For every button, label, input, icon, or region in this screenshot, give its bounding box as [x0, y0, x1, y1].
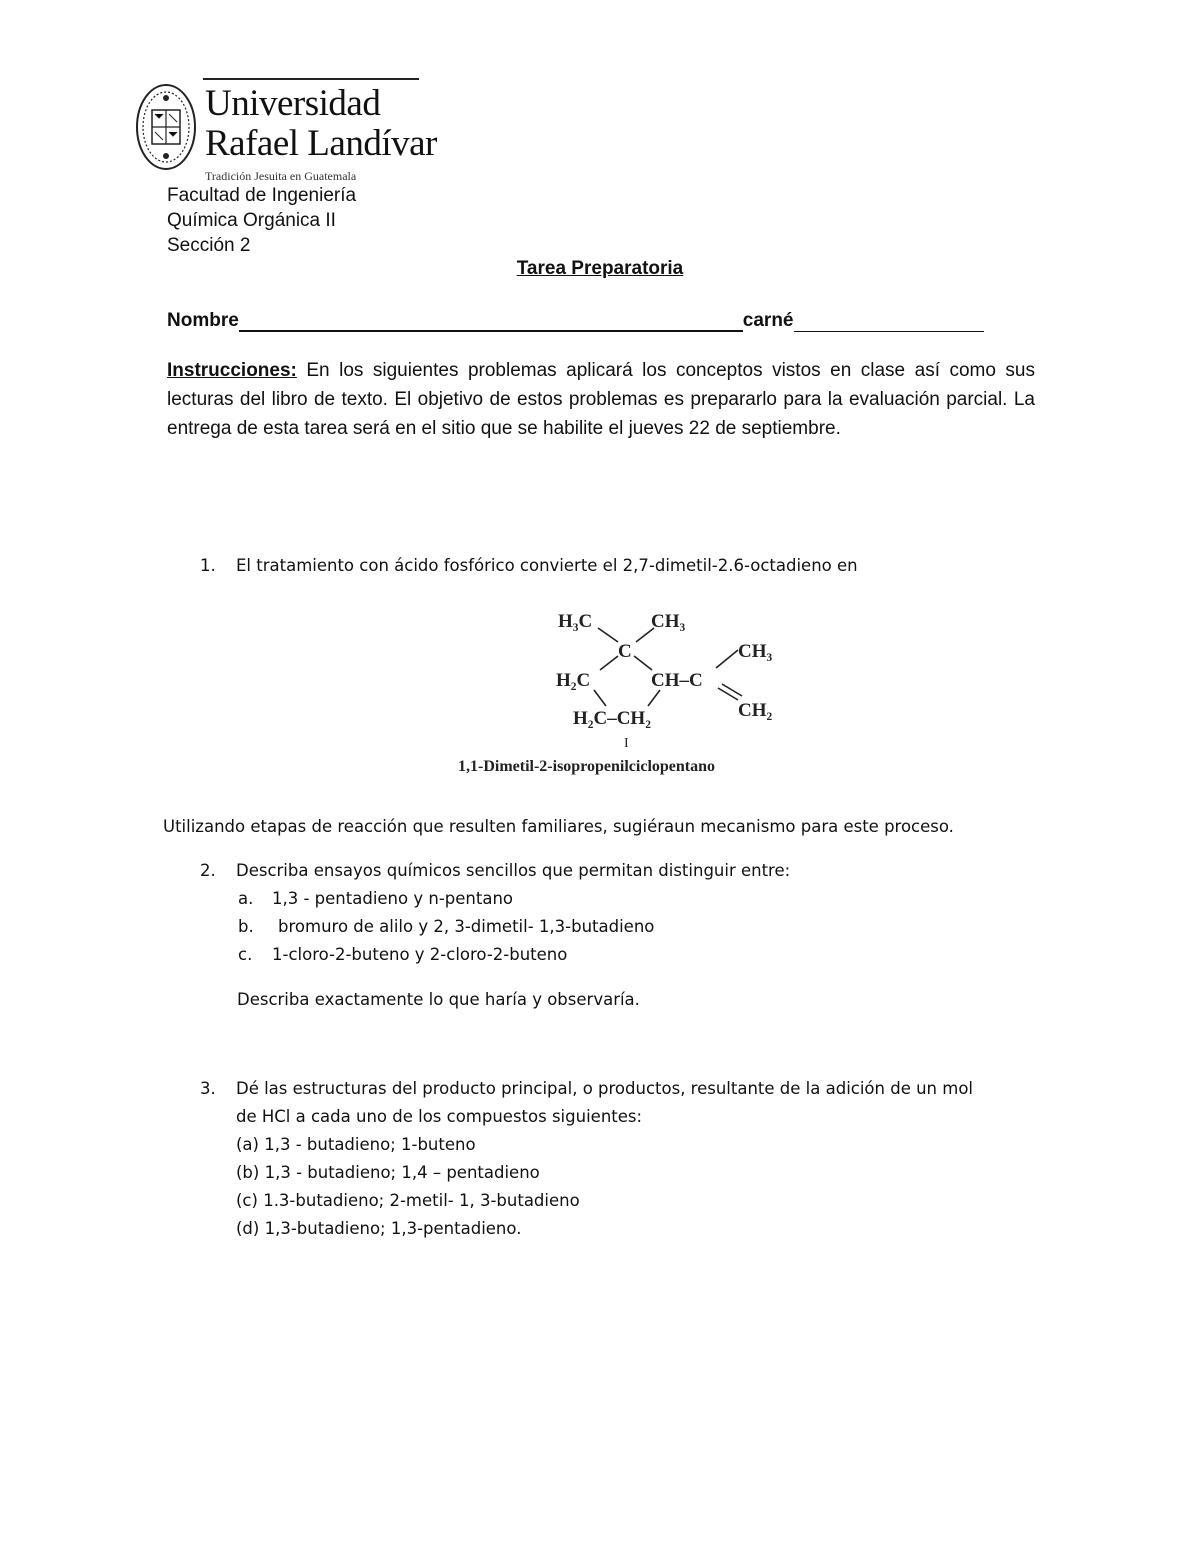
course-name: Química Orgánica II [167, 210, 336, 231]
compound-numeral: I [624, 736, 629, 751]
item-letter: c. [238, 945, 253, 964]
label-h2c-ch2: H₂C–CH₂ [573, 708, 651, 729]
item-letter: a. [238, 889, 254, 908]
question-1-text: El tratamiento con ácido fosfórico convierte el 2,7-dimetil-2.6-octadieno en [236, 556, 858, 575]
faculty-name: Facultad de Ingeniería [167, 185, 357, 206]
name-label: Nombre [167, 310, 239, 331]
question-1-number: 1. [200, 556, 216, 575]
question-3-item-d: (d) 1,3-butadieno; 1,3-pentadieno. [236, 1219, 522, 1238]
logo-rule [203, 78, 419, 80]
question-3-text-line2: de HCl a cada uno de los compuestos siguientes: [236, 1107, 643, 1126]
label-ch2-right: CH₂ [738, 700, 773, 721]
name-blank-line [239, 312, 743, 332]
instructions-text: En los siguientes problemas aplicará los conceptos vistos en clase así como sus lecturas del libro de texto. El objetivo de estos problemas es prepararlo para la evaluación parcial. La entrega de esta tarea será en el sitio que se habilite el jueves 22 de septiembre. [167, 360, 1035, 439]
question-2-item-c [0, 941, 1200, 971]
label-ch-c: CH–C [651, 670, 703, 691]
question-3-text-line1: Dé las estructuras del producto principal, o productos, resultante de la adición de un mol [236, 1079, 974, 1098]
label-c-center: C [618, 641, 632, 662]
university-seal-icon [135, 82, 197, 172]
question-3 [0, 1075, 1200, 1105]
section-name: Sección 2 [167, 235, 251, 256]
question-3-item-a: (a) 1,3 - butadieno; 1-buteno [236, 1135, 476, 1154]
university-logo [135, 78, 437, 188]
question-3-item-b: (b) 1,3 - butadieno; 1,4 – pentadieno [236, 1163, 540, 1182]
bond-lines [594, 628, 742, 706]
question-2-item-a [0, 885, 1200, 915]
item-letter: b. [238, 917, 254, 936]
question-1-followup: Utilizando etapas de reacción que resulten familiares, sugiéraun mecanismo para este proceso. [163, 817, 954, 836]
logo-tagline: Tradición Jesuita en Guatemala [205, 169, 357, 183]
label-ch3-right: CH₃ [738, 641, 773, 662]
item-text: bromuro de alilo y 2, 3-dimetil- 1,3-butadieno [278, 917, 655, 936]
instructions-label: Instrucciones: [167, 360, 297, 381]
question-2-item-b [0, 913, 1200, 943]
chemical-structure-diagram [548, 600, 808, 750]
carne-blank-line [794, 313, 984, 332]
label-h3c: H₃C [558, 611, 593, 632]
carne-label: carné [742, 310, 794, 331]
question-2-text: Describa ensayos químicos sencillos que permitan distinguir entre: [236, 861, 791, 880]
question-3-number: 3. [200, 1079, 216, 1098]
item-text: 1,3 - pentadieno y n-pentano [272, 889, 513, 908]
logo-university-line2: Rafael Landívar [205, 123, 437, 164]
page-title: Tarea Preparatoria [516, 258, 684, 279]
logo-university-line1: Universidad [205, 83, 381, 124]
question-2 [0, 857, 1200, 887]
label-h2c-left: H₂C [556, 670, 591, 691]
question-3-item-c: (c) 1.3-butadieno; 2-metil- 1, 3-butadieno [236, 1191, 580, 1210]
compound-caption: 1,1-Dimetil-2-isopropenilciclopentano [458, 758, 716, 775]
instructions-paragraph [167, 356, 1035, 443]
question-2-closing: Describa exactamente lo que haría y observaría. [237, 990, 640, 1009]
label-ch3-top: CH₃ [651, 611, 686, 632]
question-1 [0, 552, 1200, 582]
name-carne-row [167, 310, 1007, 332]
item-text: 1-cloro-2-buteno y 2-cloro-2-buteno [272, 945, 568, 964]
question-2-number: 2. [200, 861, 216, 880]
